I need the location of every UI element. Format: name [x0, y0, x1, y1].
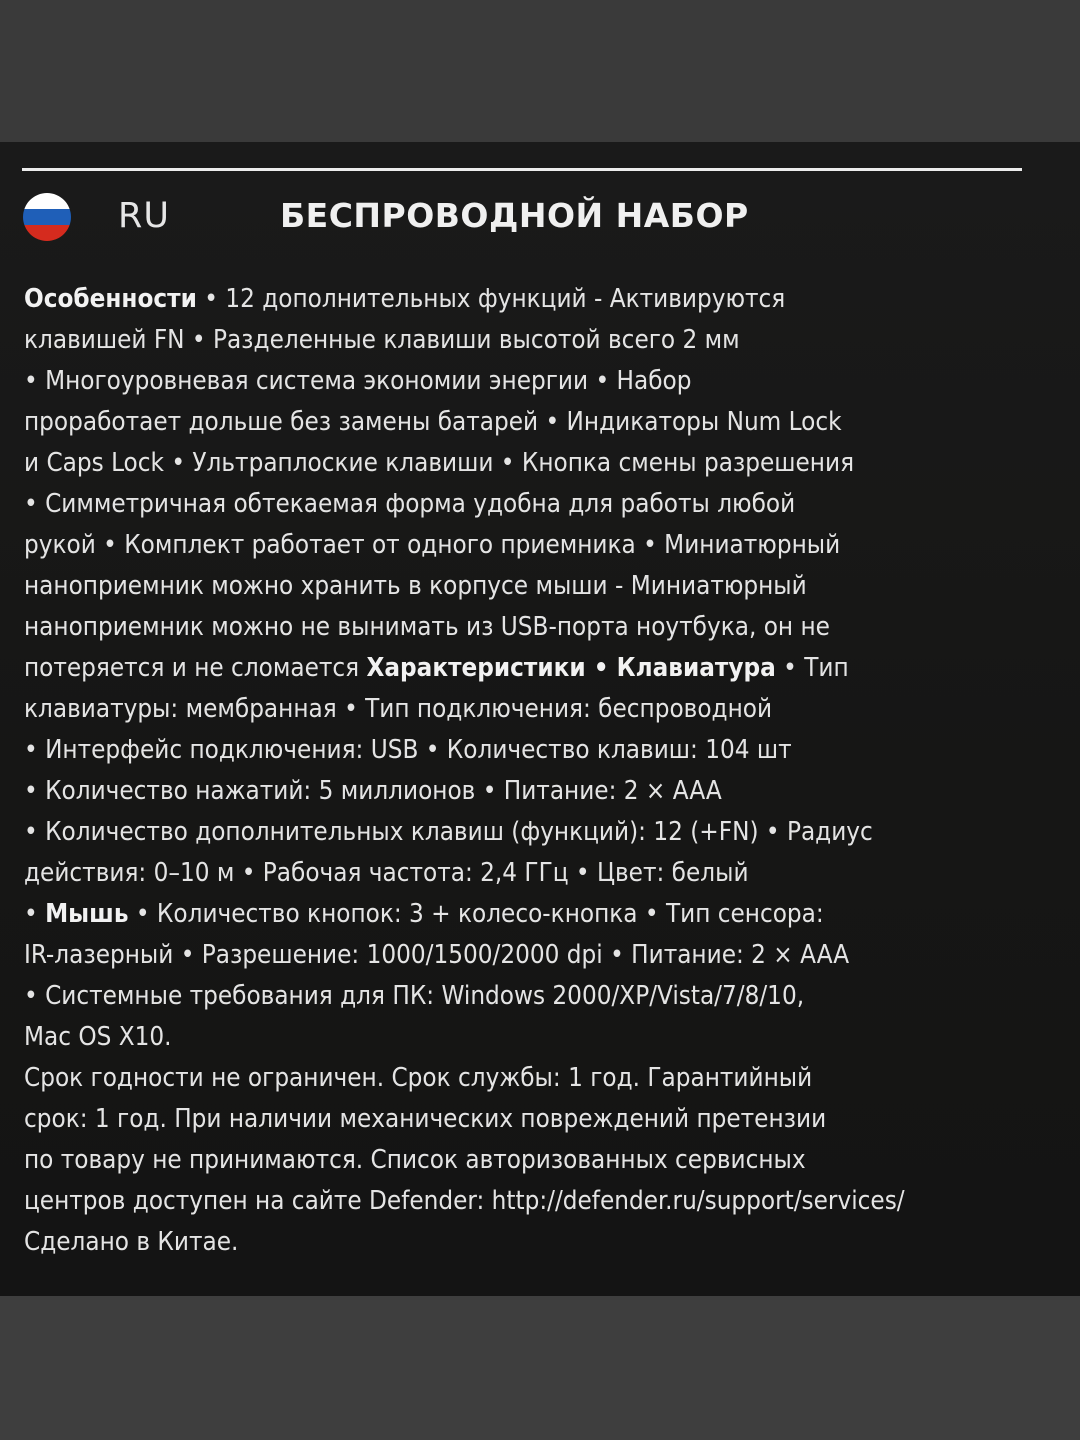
- text-line: наноприемник можно не вынимать из USB-порта ноутбука, он не: [24, 612, 830, 642]
- footer-line: Сделано в Китае.: [24, 1227, 239, 1257]
- footer-line: по товару не принимаются. Список авторизованных сервисных: [24, 1145, 806, 1175]
- text-line: • Симметричная обтекаемая форма удобна для работы любой: [24, 489, 796, 519]
- text-line: проработает дольше без замены батарей • Индикаторы Num Lock: [24, 407, 842, 437]
- text-line: и Caps Lock • Ультраплоские клавиши • Кнопка смены разрешения: [24, 448, 855, 478]
- footer-line: срок: 1 год. При наличии механических повреждений претензии: [24, 1104, 827, 1134]
- text-line: Особенности • 12 дополнительных функций - Активируются: [24, 284, 786, 314]
- background-top: [0, 0, 1080, 142]
- mouse-heading: Мышь: [45, 899, 129, 929]
- text-line: IR-лазерный • Разрешение: 1000/1500/2000 dpi • Питание: 2 × AAA: [24, 940, 850, 970]
- text-line: потеряется и не сломается Характеристики • Клавиатура • Тип: [24, 653, 849, 683]
- header-divider: [22, 168, 1022, 171]
- text-line: • Интерфейс подключения: USB • Количество клавиш: 104 шт: [24, 735, 792, 765]
- text-line: наноприемник можно хранить в корпусе мыши - Миниатюрный: [24, 571, 807, 601]
- specs-heading: Характеристики • Клавиатура: [366, 653, 776, 683]
- packaging-label-panel: [0, 142, 1080, 1296]
- text-line: действия: 0–10 м • Рабочая частота: 2,4 ГГц • Цвет: белый: [24, 858, 749, 888]
- text-line: • Мышь • Количество кнопок: 3 + колесо-кнопка • Тип сенсора:: [24, 899, 824, 929]
- section-header: [22, 192, 1062, 242]
- product-description: [24, 279, 1064, 1263]
- text-line: клавишей FN • Разделенные клавиши высотой всего 2 мм: [24, 325, 740, 355]
- features-heading: Особенности: [24, 284, 197, 314]
- text-line: • Количество нажатий: 5 миллионов • Питание: 2 × AAA: [24, 776, 722, 806]
- background-bottom: [0, 1296, 1080, 1440]
- text-line: клавиатуры: мембранная • Тип подключения: беспроводной: [24, 694, 773, 724]
- section-title: БЕСПРОВОДНОЙ НАБОР: [280, 196, 749, 235]
- footer-line: центров доступен на сайте Defender: http://defender.ru/support/services/: [24, 1186, 905, 1216]
- text-line: • Количество дополнительных клавиш (функций): 12 (+FN) • Радиус: [24, 817, 873, 847]
- text-line: Mac OS X10.: [24, 1022, 172, 1052]
- text-line: рукой • Комплект работает от одного приемника • Миниатюрный: [24, 530, 841, 560]
- russia-flag-icon: [22, 192, 72, 242]
- footer-line: Срок годности не ограничен. Срок службы: 1 год. Гарантийный: [24, 1063, 813, 1093]
- text-line: • Системные требования для ПК: Windows 2000/XP/Vista/7/8/10,: [24, 981, 805, 1011]
- language-code: RU: [118, 196, 170, 236]
- text-line: • Многоуровневая система экономии энергии • Набор: [24, 366, 692, 396]
